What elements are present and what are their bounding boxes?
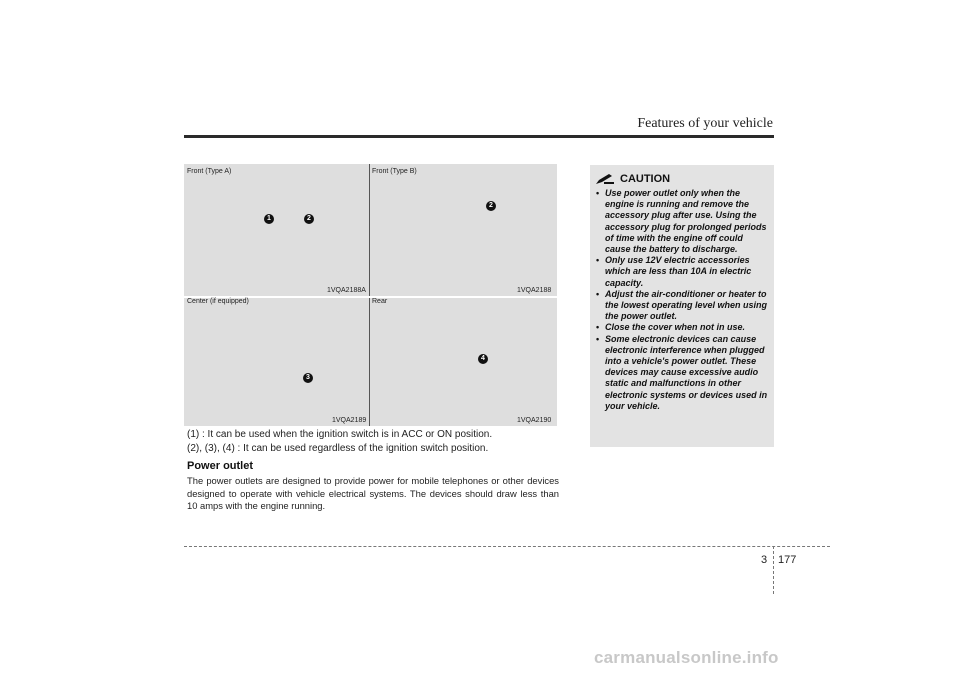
callout-badge-2: 2: [304, 214, 314, 224]
callout-badge-1: 1: [264, 214, 274, 224]
caution-title: CAUTION: [620, 173, 671, 185]
watermark: carmanualsonline.info: [594, 648, 779, 667]
panel-code-front-b: 1VQA2188: [517, 287, 552, 294]
panel-label-rear: Rear: [372, 298, 388, 305]
figure-vertical-divider: [369, 164, 370, 426]
panel-label-center: Center (if equipped): [187, 298, 249, 305]
caution-list: [596, 188, 770, 412]
caution-item: • Only use 12V electric accessories which are less than 10A in electric capacity.: [596, 255, 770, 289]
caption-line-2: (2), (3), (4) : It can be used regardless of the ignition switch position.: [187, 443, 489, 454]
power-outlet-figure: [184, 164, 557, 426]
section-body: The power outlets are designed to provide power for mobile telephones or other devices designed to operate with vehicle electrical systems. The devices should draw less than 10 amps with the engine running.: [187, 475, 559, 511]
caution-item: • Use power outlet only when the engine is running and remove the accessory plug after use. Using the accessory plug for prolonged periods of time with the engine off could cause the battery to discharge.: [596, 188, 770, 255]
panel-label-front-b: Front (Type B): [372, 168, 417, 175]
caution-header: [596, 173, 670, 185]
footer-rule: [184, 546, 830, 547]
panel-code-rear: 1VQA2190: [517, 417, 552, 424]
header-rule: [184, 135, 774, 138]
caption-line-1: (1) : It can be used when the ignition switch is in ACC or ON position.: [187, 429, 493, 440]
section-header-title: Features of your vehicle: [637, 116, 773, 131]
caution-item: • Some electronic devices can cause electronic interference when plugged into a vehicle's power outlet. These devices may cause excessive audio static and malfunctions in other electronic systems or devices used in your vehicle.: [596, 334, 770, 412]
pencil-icon: [596, 174, 614, 184]
callout-badge-3: 3: [303, 373, 313, 383]
chapter-number: 3: [761, 554, 768, 566]
callout-badge-2-type-b: 2: [486, 201, 496, 211]
panel-code-center: 1VQA2189: [332, 417, 367, 424]
panel-label-front-a: Front (Type A): [187, 168, 232, 175]
footer-vertical-rule: [773, 546, 774, 594]
caution-box: [590, 165, 774, 447]
callout-badge-4: 4: [478, 354, 488, 364]
caution-item: • Close the cover when not in use.: [596, 322, 770, 333]
section-title: Power outlet: [187, 460, 254, 472]
panel-code-front-a: 1VQA2188A: [327, 287, 366, 294]
page-number: 177: [778, 554, 797, 566]
caution-item: • Adjust the air-conditioner or heater to the lowest operating level when using the power outlet.: [596, 289, 770, 323]
